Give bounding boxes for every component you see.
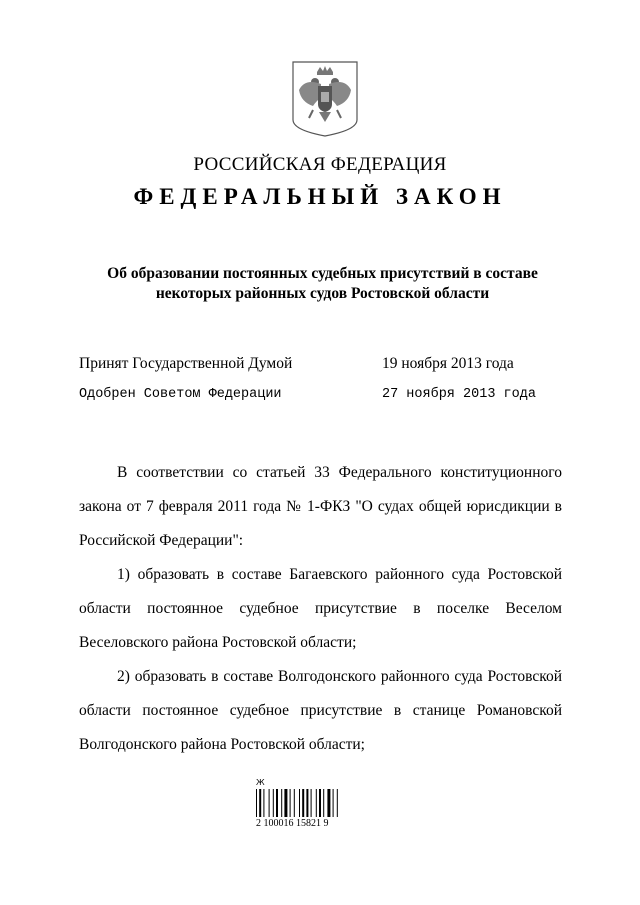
- body-line: Волгодонского района Ростовской области;: [79, 736, 365, 753]
- body-line: Российской Федерации":: [79, 532, 244, 549]
- law-body: [79, 456, 562, 762]
- body-line: области постоянное судебное присутствие в станице Романовской: [79, 702, 562, 719]
- duma-label: Принят Государственной Думой: [79, 355, 293, 372]
- barcode-bars-icon: [256, 789, 366, 817]
- law-title-line-1: Об образовании постоянных судебных присутствий в составе: [107, 265, 538, 282]
- barcode-mark: Ж: [256, 778, 265, 787]
- document-type: ФЕДЕРАЛЬНЫЙ ЗАКОН: [133, 184, 507, 209]
- body-line: В соответствии со статьей 33 Федерального конституционного: [117, 464, 562, 481]
- barcode: [256, 778, 380, 832]
- country-name: РОССИЙСКАЯ ФЕДЕРАЦИЯ: [193, 154, 447, 175]
- duma-date: 19 ноября 2013 года: [382, 355, 514, 372]
- council-label: Одобрен Советом Федерации: [79, 387, 282, 402]
- body-line: 2) образовать в составе Волгодонского районного суда Ростовской: [117, 668, 562, 685]
- barcode-number: 2 100016 15821 9: [256, 818, 329, 829]
- body-line: Веселовского района Ростовской области;: [79, 634, 357, 651]
- coat-of-arms-icon: [291, 60, 359, 138]
- council-date: 27 ноября 2013 года: [382, 387, 536, 402]
- law-title: [80, 264, 565, 304]
- body-line: области постоянное судебное присутствие в поселке Веселом: [79, 600, 562, 617]
- law-title-line-2: некоторых районных судов Ростовской области: [155, 285, 490, 302]
- body-line: 1) образовать в составе Багаевского районного суда Ростовской: [117, 566, 562, 583]
- body-line: закона от 7 февраля 2011 года № 1-ФКЗ "О судах общей юрисдикции в: [79, 498, 562, 515]
